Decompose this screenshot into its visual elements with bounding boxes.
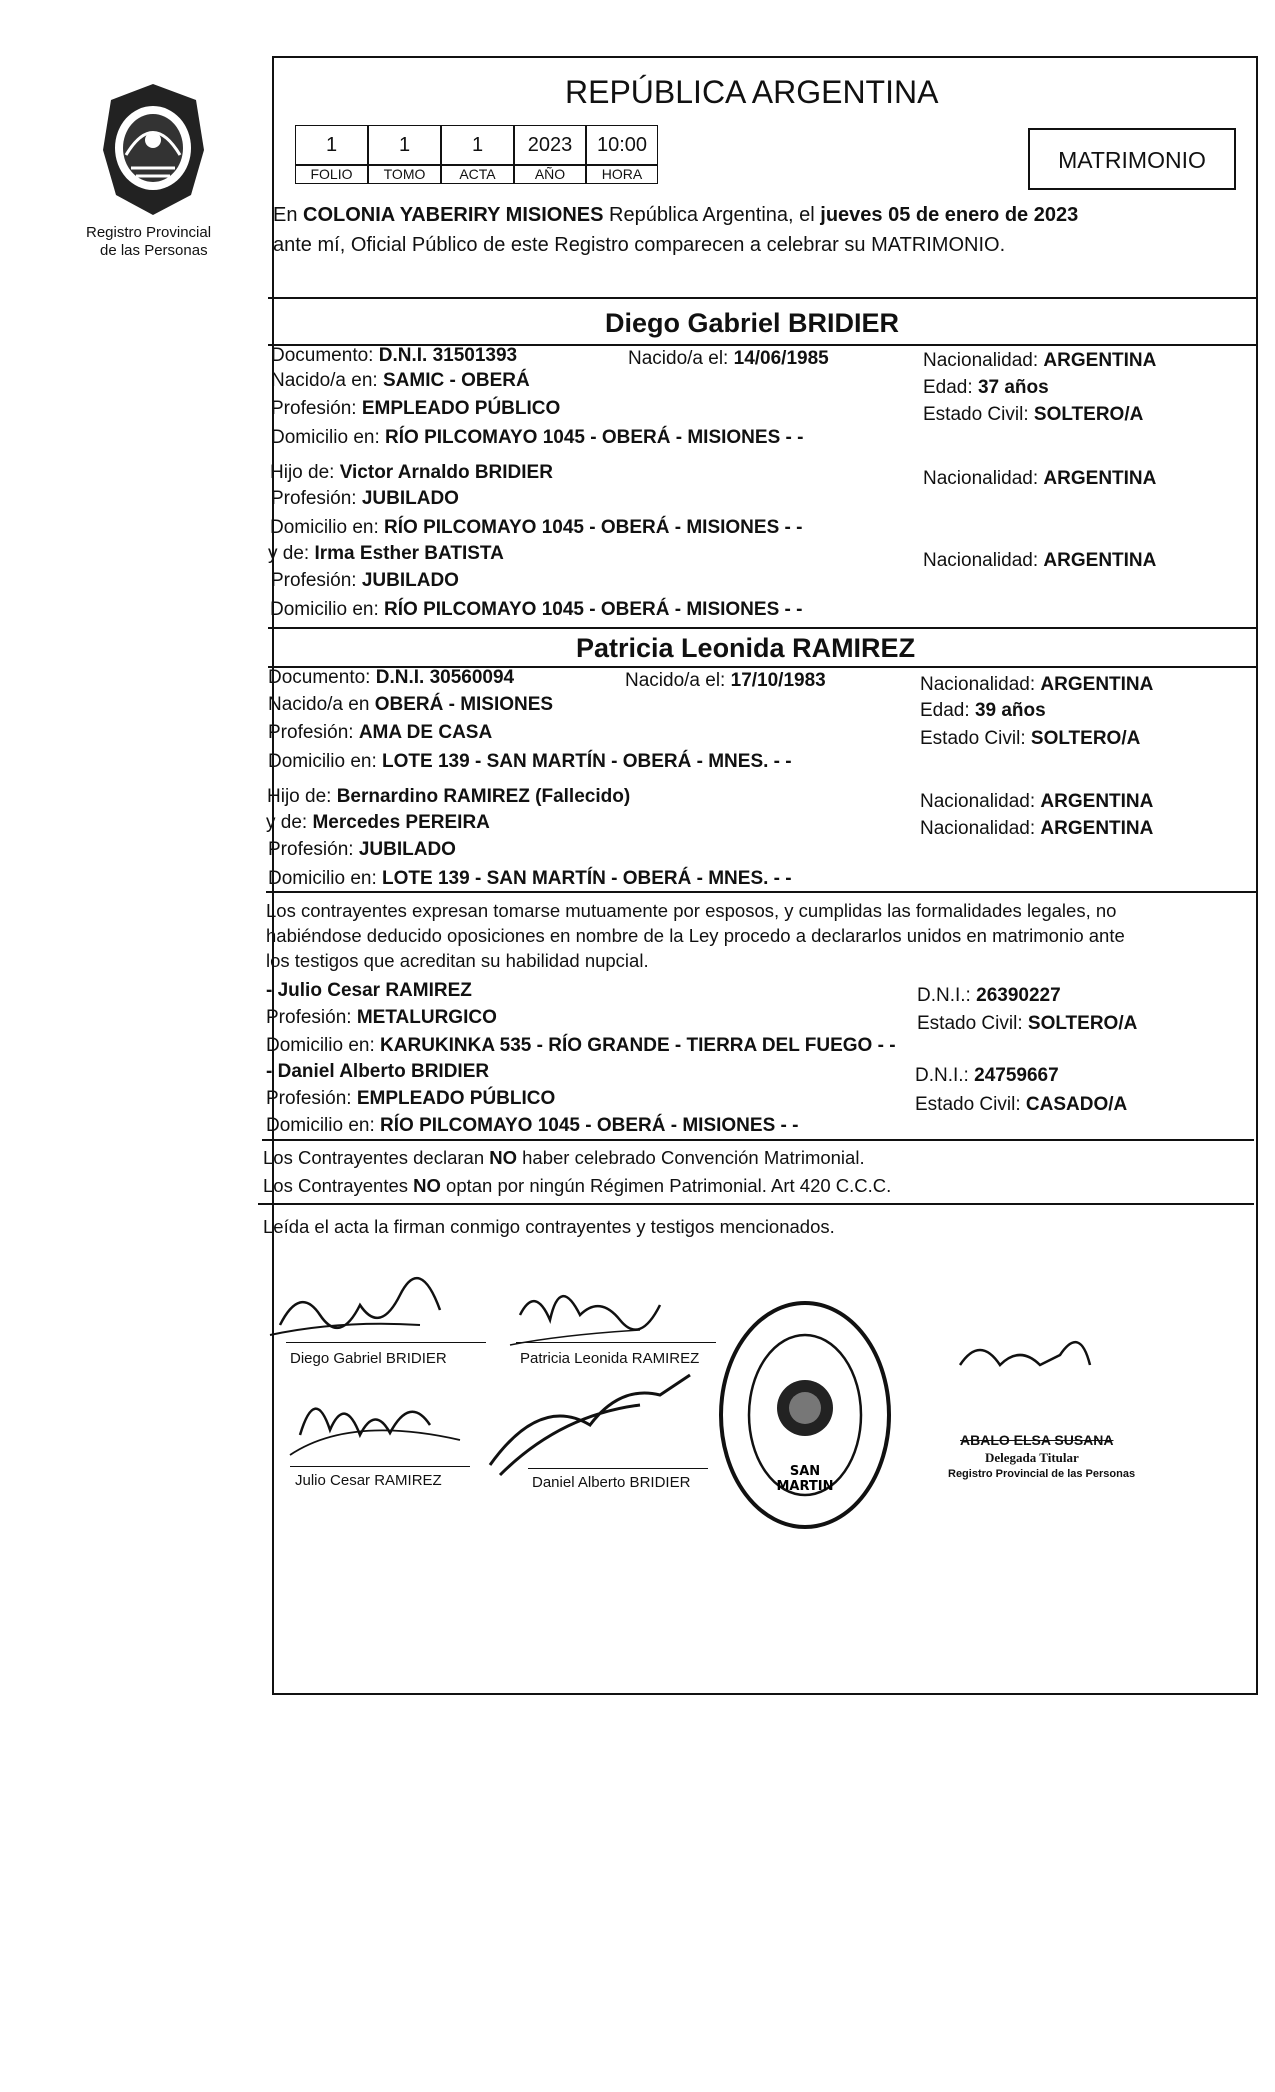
- spouse2-age: Edad: 39 años: [920, 700, 1046, 721]
- hora-value: 10:00: [586, 125, 658, 165]
- spouse2-father-nat: Nacionalidad: ARGENTINA: [920, 791, 1154, 812]
- spouse1-father: Hijo de: Victor Arnaldo BRIDIER: [270, 462, 553, 483]
- signature-scribbles: [260, 1265, 1160, 1545]
- intro-place: COLONIA YABERIRY MISIONES: [303, 204, 604, 226]
- witness-2-prof: Profesión: EMPLEADO PÚBLICO: [266, 1088, 556, 1109]
- spouse1-birthplace: Nacido/a en: SAMIC - OBERÁ: [271, 370, 530, 391]
- acta-value: 1: [441, 125, 514, 165]
- tomo-value: 1: [368, 125, 441, 165]
- witness-2-name: - Daniel Alberto BRIDIER: [266, 1061, 490, 1082]
- registry-name-line1: Registro Provincial: [86, 224, 212, 241]
- spouse2-name: Patricia Leonida RAMIREZ: [576, 633, 916, 663]
- country-title: REPÚBLICA ARGENTINA: [565, 74, 939, 110]
- witness-1-dom: Domicilio en: KARUKINKA 535 - RÍO GRANDE - TIERRA DEL FUEGO - -: [266, 1035, 896, 1056]
- signature-label-1: Diego Gabriel BRIDIER: [290, 1350, 447, 1367]
- closing-text: Leída el acta la firman conmigo contrayentes y testigos mencionados.: [263, 1216, 835, 1237]
- spouse2-mother: y de: Mercedes PEREIRA: [266, 812, 490, 833]
- hora-label: HORA: [586, 165, 658, 184]
- svg-text:SAN: SAN: [789, 1464, 821, 1479]
- spouse2-mother-nat: Nacionalidad: ARGENTINA: [920, 818, 1154, 839]
- spouse1-born: Nacido/a el: 14/06/1985: [628, 348, 829, 369]
- intro-date: jueves 05 de enero de 2023: [820, 204, 1079, 226]
- spouse1-father-dom: Domicilio en: RÍO PILCOMAYO 1045 - OBERÁ - MISIONES - -: [270, 517, 803, 538]
- spouse2-nat: Nacionalidad: ARGENTINA: [920, 674, 1154, 695]
- spouse2-parents-dom: Domicilio en: LOTE 139 - SAN MARTÍN - OBERÁ - MNES. - -: [268, 868, 792, 889]
- spouse1-father-nat: Nacionalidad: ARGENTINA: [923, 468, 1157, 489]
- intro-line2: ante mí, Oficial Público de este Registro comparecen a celebrar su MATRIMONIO.: [273, 234, 1006, 256]
- spouse2-parents-prof: Profesión: JUBILADO: [268, 839, 456, 860]
- official-name: ABALO ELSA SUSANA: [960, 1432, 1114, 1448]
- witness-1-civil: Estado Civil: SOLTERO/A: [917, 1013, 1138, 1034]
- declaration-line1: Los contrayentes expresan tomarse mutuamente por esposos, y cumplidas las formalidades legales, no: [266, 900, 1117, 921]
- spouse1-age: Edad: 37 años: [923, 377, 1049, 398]
- official-seal: [718, 1300, 893, 1530]
- intro-line1: En COLONIA YABERIRY MISIONES República Argentina, el jueves 05 de enero de 2023: [273, 204, 1079, 226]
- witness-2-civil: Estado Civil: CASADO/A: [915, 1094, 1128, 1115]
- spouse2-born: Nacido/a el: 17/10/1983: [625, 670, 826, 691]
- registry-logo: [96, 80, 211, 220]
- spouse1-dom: Domicilio en: RÍO PILCOMAYO 1045 - OBERÁ - MISIONES - -: [271, 427, 804, 448]
- witness-2-dom: Domicilio en: RÍO PILCOMAYO 1045 - OBERÁ - MISIONES - -: [266, 1115, 799, 1136]
- spouse1-father-prof: Profesión: JUBILADO: [271, 488, 459, 509]
- spouse1-mother-dom: Domicilio en: RÍO PILCOMAYO 1045 - OBERÁ - MISIONES - -: [270, 599, 803, 620]
- spouse2-birthplace: Nacido/a en OBERÁ - MISIONES: [268, 694, 554, 715]
- spouse2-civil: Estado Civil: SOLTERO/A: [920, 728, 1141, 749]
- signature-label-3: Julio Cesar RAMIREZ: [295, 1472, 442, 1489]
- signature-label-4: Daniel Alberto BRIDIER: [532, 1474, 691, 1491]
- convention-line1: Los Contrayentes declaran NO haber celebrado Convención Matrimonial.: [263, 1147, 865, 1168]
- spouse1-mother-prof: Profesión: JUBILADO: [271, 570, 459, 591]
- registry-name-line2: de las Personas: [100, 242, 208, 259]
- spouse1-name: Diego Gabriel BRIDIER: [605, 308, 900, 338]
- spouse2-doc: Documento: D.N.I. 30560094: [268, 667, 515, 688]
- official-office: Registro Provincial de las Personas: [948, 1468, 1136, 1480]
- spouse2-prof: Profesión: AMA DE CASA: [268, 722, 493, 743]
- declaration-line2: habiéndose deducido oposiciones en nombre de la Ley procedo a declararlos unidos en matrimonio ante: [266, 925, 1125, 946]
- act-type-box: MATRIMONIO: [1028, 128, 1236, 190]
- folio-value: 1: [295, 125, 368, 165]
- tomo-label: TOMO: [368, 165, 441, 184]
- witness-2-dni: D.N.I.: 24759667: [915, 1065, 1059, 1086]
- witness-1-prof: Profesión: METALURGICO: [266, 1007, 497, 1028]
- witness-1-dni: D.N.I.: 26390227: [917, 985, 1061, 1006]
- spouse2-father: Hijo de: Bernardino RAMIREZ (Fallecido): [267, 786, 631, 807]
- spouse1-mother: y de: Irma Esther BATISTA: [268, 543, 504, 564]
- witness-1-name: - Julio Cesar RAMIREZ: [266, 980, 472, 1001]
- acta-label: ACTA: [441, 165, 514, 184]
- spouse1-mother-nat: Nacionalidad: ARGENTINA: [923, 550, 1157, 571]
- spouse1-nat: Nacionalidad: ARGENTINA: [923, 350, 1157, 371]
- spouse1-prof: Profesión: EMPLEADO PÚBLICO: [271, 398, 561, 419]
- svg-text:MARTIN: MARTIN: [776, 1479, 834, 1494]
- convention-line2: Los Contrayentes NO optan por ningún Régimen Patrimonial. Art 420 C.C.C.: [263, 1175, 892, 1196]
- spouse1-civil: Estado Civil: SOLTERO/A: [923, 404, 1144, 425]
- official-role: Delegada Titular: [985, 1450, 1079, 1465]
- signature-label-2: Patricia Leonida RAMIREZ: [520, 1350, 700, 1367]
- declaration-line3: los testigos que acreditan su habilidad nupcial.: [266, 950, 649, 971]
- anio-value: 2023: [514, 125, 586, 165]
- anio-label: AÑO: [514, 165, 586, 184]
- folio-label: FOLIO: [295, 165, 368, 184]
- spouse1-doc: Documento: D.N.I. 31501393: [271, 345, 518, 366]
- spouse2-dom: Domicilio en: LOTE 139 - SAN MARTÍN - OBERÁ - MNES. - -: [268, 751, 792, 772]
